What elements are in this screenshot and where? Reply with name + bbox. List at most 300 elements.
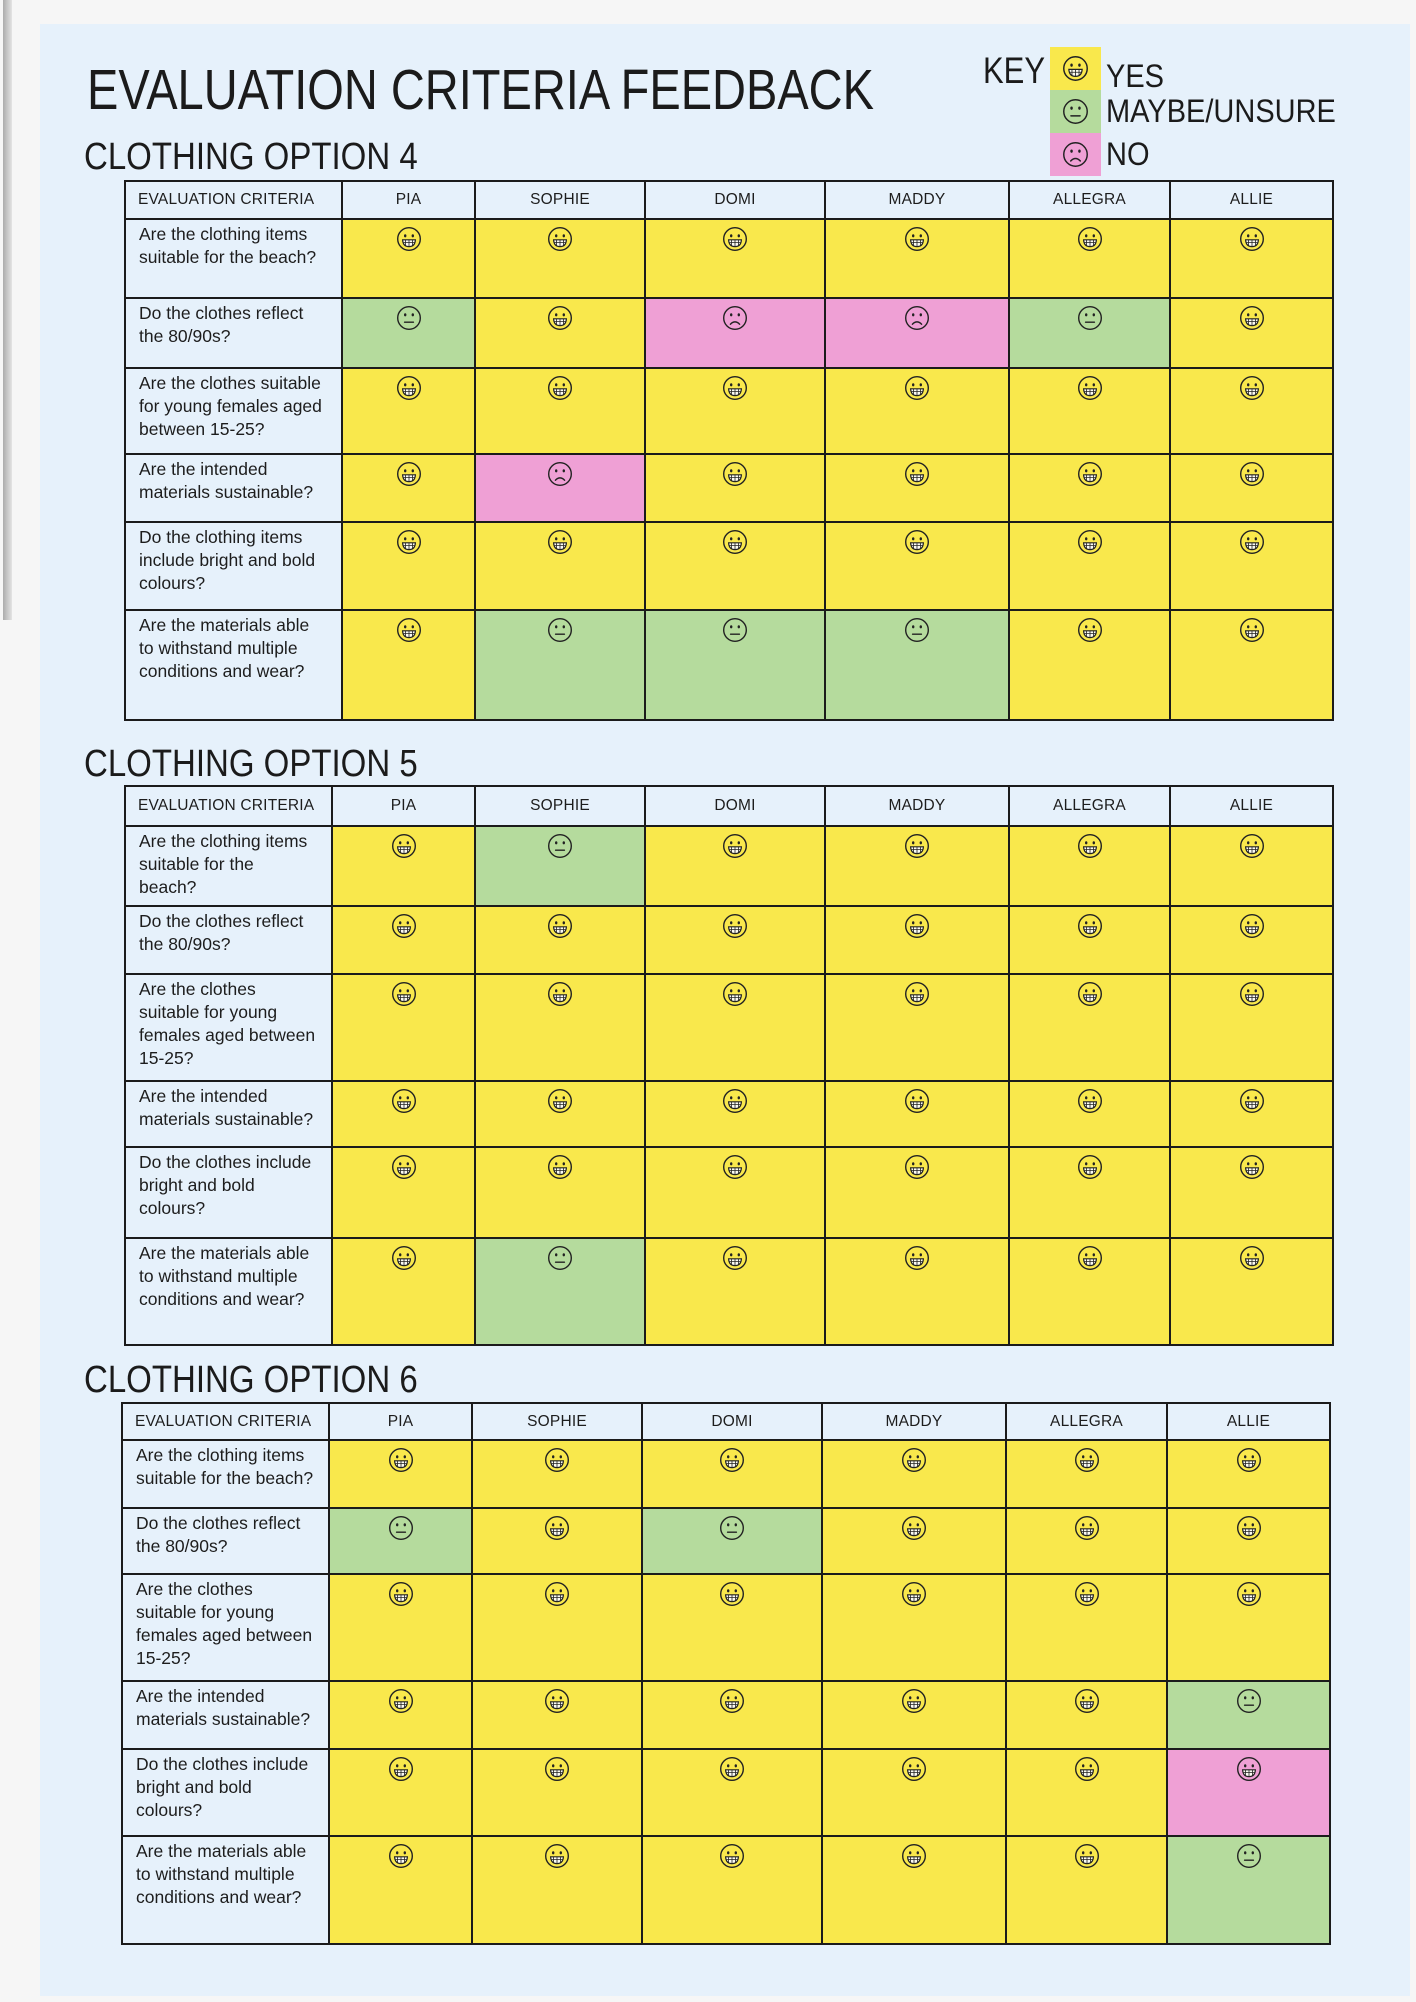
column-header-allegra: ALLEGRA — [1009, 786, 1170, 826]
neutral-face-icon — [547, 833, 573, 859]
response-cell — [822, 1508, 1006, 1574]
grinning-face-icon — [722, 226, 748, 252]
response-cell — [822, 1574, 1006, 1681]
criteria-column-header: EVALUATION CRITERIA — [125, 181, 342, 219]
response-cell — [329, 1681, 472, 1749]
response-cell — [1009, 1238, 1170, 1345]
neutral-face-icon — [904, 617, 930, 643]
response-cell — [1170, 454, 1333, 522]
response-cell — [825, 522, 1009, 610]
grinning-face-icon — [391, 1154, 417, 1180]
response-cell — [332, 906, 475, 974]
response-cell — [1009, 610, 1170, 720]
grinning-face-icon — [1236, 1447, 1262, 1473]
criterion-text: Are the materials able to withstand multiple conditions and wear? — [125, 1238, 332, 1345]
grinning-face-icon — [1239, 1088, 1265, 1114]
response-cell — [1006, 1574, 1167, 1681]
response-cell — [822, 1440, 1006, 1508]
grinning-face-icon — [1077, 1245, 1103, 1271]
response-cell — [475, 906, 645, 974]
evaluation-table — [124, 180, 1334, 721]
response-cell — [342, 522, 475, 610]
grinning-face-icon — [722, 1245, 748, 1271]
column-header-sophie: SOPHIE — [475, 786, 645, 826]
grinning-face-icon — [904, 529, 930, 555]
key-label: KEY — [983, 49, 1046, 92]
criterion-row — [125, 1147, 1333, 1238]
criterion-text: Do the clothes reflect the 80/90s? — [122, 1508, 329, 1574]
response-cell — [475, 368, 645, 454]
column-header-allegra: ALLEGRA — [1006, 1403, 1167, 1440]
column-header-domi: DOMI — [645, 181, 825, 219]
grinning-face-icon — [901, 1688, 927, 1714]
grinning-face-icon — [1239, 1245, 1265, 1271]
response-cell — [342, 219, 475, 298]
neutral-face-icon — [547, 1245, 573, 1271]
column-header-maddy: MADDY — [822, 1403, 1006, 1440]
grinning-face-icon — [547, 913, 573, 939]
grinning-face-icon — [719, 1688, 745, 1714]
grinning-face-icon — [396, 529, 422, 555]
evaluation-table — [124, 785, 1334, 1346]
criterion-text: Are the intended materials sustainable? — [122, 1681, 329, 1749]
criterion-row — [125, 974, 1333, 1081]
response-cell — [825, 1238, 1009, 1345]
grinning-face-icon — [547, 981, 573, 1007]
response-cell — [642, 1681, 822, 1749]
grinning-face-icon — [901, 1515, 927, 1541]
response-cell — [475, 219, 645, 298]
grinning-face-icon — [1074, 1688, 1100, 1714]
column-header-allie: ALLIE — [1170, 786, 1333, 826]
criterion-row — [125, 826, 1333, 906]
response-cell — [475, 1238, 645, 1345]
response-cell — [472, 1836, 642, 1944]
response-cell — [342, 610, 475, 720]
section-heading: CLOTHING OPTION 4 — [84, 134, 418, 178]
grinning-face-icon — [544, 1688, 570, 1714]
neutral-face-icon — [719, 1515, 745, 1541]
grinning-face-icon — [544, 1843, 570, 1869]
response-cell — [1006, 1681, 1167, 1749]
grinning-face-icon — [904, 461, 930, 487]
option-5-table-container — [124, 785, 1334, 1346]
neutral-face-icon — [547, 617, 573, 643]
grinning-face-icon — [1239, 833, 1265, 859]
grinning-face-icon — [719, 1756, 745, 1782]
response-cell — [1009, 1147, 1170, 1238]
response-cell — [342, 368, 475, 454]
response-cell — [329, 1440, 472, 1508]
response-cell — [645, 454, 825, 522]
response-cell — [1009, 1081, 1170, 1147]
criterion-text: Do the clothes include bright and bold colours? — [125, 1147, 332, 1238]
column-header-maddy: MADDY — [825, 786, 1009, 826]
response-cell — [1170, 974, 1333, 1081]
grinning-face-icon — [722, 1154, 748, 1180]
response-cell — [475, 1147, 645, 1238]
response-cell — [642, 1440, 822, 1508]
response-cell — [825, 610, 1009, 720]
grinning-face-icon — [391, 981, 417, 1007]
criterion-row — [125, 1081, 1333, 1147]
response-cell — [822, 1836, 1006, 1944]
neutral-face-icon — [388, 1515, 414, 1541]
response-cell — [472, 1574, 642, 1681]
response-cell — [475, 826, 645, 906]
section-heading: CLOTHING OPTION 6 — [84, 1357, 418, 1401]
column-header-allie: ALLIE — [1170, 181, 1333, 219]
grinning-face-icon — [904, 226, 930, 252]
neutral-face-icon — [1236, 1688, 1262, 1714]
grinning-face-icon — [1074, 1581, 1100, 1607]
grinning-face-icon — [904, 1088, 930, 1114]
response-cell — [332, 1238, 475, 1345]
response-cell — [472, 1749, 642, 1836]
frowning-face-icon — [547, 461, 573, 487]
response-cell — [475, 522, 645, 610]
grinning-face-icon — [1239, 1154, 1265, 1180]
response-cell — [342, 454, 475, 522]
grinning-face-icon — [901, 1843, 927, 1869]
response-cell — [1009, 826, 1170, 906]
response-cell — [472, 1681, 642, 1749]
criterion-row — [122, 1681, 1330, 1749]
response-cell — [342, 298, 475, 368]
response-cell — [329, 1574, 472, 1681]
grinning-face-icon — [1062, 55, 1089, 82]
response-cell — [1006, 1836, 1167, 1944]
neutral-face-icon — [1236, 1843, 1262, 1869]
criterion-text: Are the clothing items suitable for the beach? — [122, 1440, 329, 1508]
response-cell — [1009, 454, 1170, 522]
response-cell — [645, 368, 825, 454]
response-cell — [472, 1440, 642, 1508]
grinning-face-icon — [1236, 1581, 1262, 1607]
response-cell — [1170, 906, 1333, 974]
grinning-face-icon — [391, 913, 417, 939]
response-cell — [642, 1574, 822, 1681]
criterion-text: Are the clothing items suitable for the beach? — [125, 826, 332, 906]
neutral-face-icon — [396, 305, 422, 331]
grinning-face-icon — [1077, 226, 1103, 252]
option-6-table-container — [121, 1402, 1331, 1945]
grinning-face-icon — [904, 1245, 930, 1271]
criterion-row — [122, 1749, 1330, 1836]
criterion-row — [125, 219, 1333, 298]
criterion-text: Do the clothes reflect the 80/90s? — [125, 298, 342, 368]
response-cell — [1170, 368, 1333, 454]
grinning-face-icon — [1074, 1756, 1100, 1782]
grinning-face-icon — [722, 375, 748, 401]
table-header-row — [125, 181, 1333, 219]
response-cell — [1167, 1749, 1330, 1836]
response-cell — [1170, 298, 1333, 368]
scan-edge-shadow — [3, 0, 12, 620]
response-cell — [329, 1749, 472, 1836]
grinning-face-icon — [544, 1447, 570, 1473]
criterion-row — [125, 906, 1333, 974]
page-title: EVALUATION CRITERIA FEEDBACK — [87, 57, 874, 121]
response-cell — [1170, 1081, 1333, 1147]
section-heading: CLOTHING OPTION 5 — [84, 741, 418, 785]
response-cell — [645, 906, 825, 974]
criterion-text: Do the clothing items include bright and bold colours? — [125, 522, 342, 610]
response-cell — [1006, 1440, 1167, 1508]
evaluation-table — [121, 1402, 1331, 1945]
column-header-maddy: MADDY — [825, 181, 1009, 219]
key-swatch-no — [1050, 133, 1101, 176]
grinning-face-icon — [388, 1581, 414, 1607]
response-cell — [329, 1836, 472, 1944]
grinning-face-icon — [388, 1843, 414, 1869]
criteria-column-header: EVALUATION CRITERIA — [125, 786, 332, 826]
response-cell — [645, 219, 825, 298]
response-cell — [1167, 1836, 1330, 1944]
grinning-face-icon — [1077, 833, 1103, 859]
grinning-face-icon — [1077, 1088, 1103, 1114]
response-cell — [332, 1147, 475, 1238]
grinning-face-icon — [901, 1447, 927, 1473]
grinning-face-icon — [1077, 461, 1103, 487]
grinning-face-icon — [904, 981, 930, 1007]
response-cell — [1170, 610, 1333, 720]
grinning-face-icon — [547, 529, 573, 555]
response-cell — [642, 1836, 822, 1944]
key-text-maybe: MAYBE/UNSURE — [1106, 93, 1336, 130]
response-cell — [329, 1508, 472, 1574]
response-cell — [645, 298, 825, 368]
response-cell — [1170, 1238, 1333, 1345]
criterion-row — [125, 298, 1333, 368]
neutral-face-icon — [1062, 98, 1089, 125]
grinning-face-icon — [1074, 1515, 1100, 1541]
grinning-face-icon — [722, 913, 748, 939]
criterion-row — [122, 1836, 1330, 1944]
grinning-face-icon — [391, 833, 417, 859]
grinning-face-icon — [901, 1581, 927, 1607]
grinning-face-icon — [1077, 375, 1103, 401]
response-cell — [1167, 1440, 1330, 1508]
grinning-face-icon — [904, 913, 930, 939]
criterion-text: Do the clothes reflect the 80/90s? — [125, 906, 332, 974]
grinning-face-icon — [1239, 913, 1265, 939]
response-cell — [1009, 219, 1170, 298]
grinning-face-icon — [1239, 529, 1265, 555]
grinning-face-icon — [719, 1843, 745, 1869]
response-cell — [332, 974, 475, 1081]
response-cell — [645, 1147, 825, 1238]
grinning-face-icon — [722, 529, 748, 555]
grinning-face-icon — [719, 1447, 745, 1473]
response-cell — [825, 974, 1009, 1081]
column-header-pia: PIA — [329, 1403, 472, 1440]
table-body — [122, 1403, 1330, 1944]
response-cell — [642, 1749, 822, 1836]
criterion-row — [125, 522, 1333, 610]
grinning-face-icon — [544, 1756, 570, 1782]
response-cell — [822, 1681, 1006, 1749]
criterion-row — [125, 610, 1333, 720]
criterion-text: Are the materials able to withstand multiple conditions and wear? — [122, 1836, 329, 1944]
grinning-face-icon — [544, 1515, 570, 1541]
response-cell — [1009, 298, 1170, 368]
criterion-text: Are the clothes suitable for young females aged between 15-25? — [125, 974, 332, 1081]
response-cell — [1167, 1508, 1330, 1574]
grinning-face-icon — [1077, 617, 1103, 643]
response-cell — [475, 974, 645, 1081]
response-cell — [645, 522, 825, 610]
grinning-face-icon — [1077, 913, 1103, 939]
response-cell — [1009, 974, 1170, 1081]
table-body — [125, 181, 1333, 720]
grinning-face-icon — [901, 1756, 927, 1782]
table-header-row — [125, 786, 1333, 826]
response-cell — [472, 1508, 642, 1574]
table-body — [125, 786, 1333, 1345]
criterion-text: Are the intended materials sustainable? — [125, 454, 342, 522]
response-cell — [825, 368, 1009, 454]
grinning-face-icon — [722, 461, 748, 487]
column-header-allie: ALLIE — [1167, 1403, 1330, 1440]
response-cell — [332, 826, 475, 906]
grinning-face-icon — [396, 617, 422, 643]
grinning-face-icon — [722, 833, 748, 859]
grinning-face-icon — [904, 833, 930, 859]
grinning-face-icon — [1239, 375, 1265, 401]
response-cell — [1167, 1681, 1330, 1749]
response-cell — [1009, 368, 1170, 454]
option-4-table-container — [124, 180, 1334, 721]
grinning-face-icon — [722, 1088, 748, 1114]
criteria-column-header: EVALUATION CRITERIA — [122, 1403, 329, 1440]
response-cell — [475, 454, 645, 522]
frowning-face-icon — [722, 305, 748, 331]
grinning-face-icon — [904, 375, 930, 401]
response-cell — [475, 610, 645, 720]
grinning-face-icon — [1239, 981, 1265, 1007]
response-cell — [825, 906, 1009, 974]
response-cell — [645, 826, 825, 906]
grinning-face-icon — [391, 1088, 417, 1114]
grinning-face-icon — [547, 1154, 573, 1180]
key-text-no: NO — [1106, 136, 1150, 173]
grinning-face-icon — [1077, 529, 1103, 555]
response-cell — [825, 1147, 1009, 1238]
grinning-face-icon — [1077, 981, 1103, 1007]
criterion-text: Are the materials able to withstand multiple conditions and wear? — [125, 610, 342, 720]
grinning-face-icon — [388, 1756, 414, 1782]
response-cell — [332, 1081, 475, 1147]
grinning-face-icon — [1074, 1447, 1100, 1473]
criterion-row — [125, 368, 1333, 454]
response-cell — [1170, 826, 1333, 906]
grinning-face-icon — [547, 1088, 573, 1114]
column-header-domi: DOMI — [645, 786, 825, 826]
response-cell — [1006, 1508, 1167, 1574]
grinning-face-icon — [1239, 226, 1265, 252]
response-cell — [1006, 1749, 1167, 1836]
response-cell — [1170, 522, 1333, 610]
grinning-face-icon — [547, 375, 573, 401]
criterion-text: Are the clothes suitable for young females aged between 15-25? — [125, 368, 342, 454]
response-cell — [1170, 219, 1333, 298]
response-cell — [825, 826, 1009, 906]
column-header-pia: PIA — [332, 786, 475, 826]
criterion-row — [122, 1574, 1330, 1681]
key-swatch-maybe — [1050, 90, 1101, 133]
response-cell — [475, 298, 645, 368]
criterion-row — [125, 454, 1333, 522]
grinning-face-icon — [396, 375, 422, 401]
frowning-face-icon — [1062, 141, 1089, 168]
response-cell — [475, 1081, 645, 1147]
column-header-allegra: ALLEGRA — [1009, 181, 1170, 219]
key-text-yes: YES — [1106, 58, 1165, 95]
response-cell — [825, 454, 1009, 522]
grinning-face-icon — [719, 1581, 745, 1607]
response-cell — [1009, 906, 1170, 974]
response-cell — [822, 1749, 1006, 1836]
table-header-row — [122, 1403, 1330, 1440]
neutral-face-icon — [722, 617, 748, 643]
criterion-row — [122, 1440, 1330, 1508]
criterion-text: Are the clothing items suitable for the beach? — [125, 219, 342, 298]
grinning-face-icon — [388, 1688, 414, 1714]
response-cell — [645, 974, 825, 1081]
response-cell — [1009, 522, 1170, 610]
grinning-face-icon — [547, 226, 573, 252]
criterion-row — [125, 1238, 1333, 1345]
criterion-text: Do the clothes include bright and bold colours? — [122, 1749, 329, 1836]
grinning-face-icon — [547, 305, 573, 331]
grinning-face-icon — [904, 1154, 930, 1180]
response-cell — [825, 298, 1009, 368]
grinning-face-icon — [1239, 305, 1265, 331]
key-swatch-yes — [1050, 47, 1101, 90]
response-cell — [645, 610, 825, 720]
grinning-face-icon — [544, 1581, 570, 1607]
response-cell — [1170, 1147, 1333, 1238]
grinning-face-icon — [1239, 617, 1265, 643]
criterion-text: Are the intended materials sustainable? — [125, 1081, 332, 1147]
grinning-face-icon — [1236, 1756, 1262, 1782]
response-cell — [825, 219, 1009, 298]
grinning-face-icon — [1077, 1154, 1103, 1180]
criterion-text: Are the clothes suitable for young females aged between 15-25? — [122, 1574, 329, 1681]
frowning-face-icon — [904, 305, 930, 331]
response-cell — [645, 1238, 825, 1345]
response-cell — [1167, 1574, 1330, 1681]
criterion-row — [122, 1508, 1330, 1574]
response-cell — [645, 1081, 825, 1147]
column-header-pia: PIA — [342, 181, 475, 219]
grinning-face-icon — [388, 1447, 414, 1473]
response-cell — [825, 1081, 1009, 1147]
response-cell — [642, 1508, 822, 1574]
column-header-domi: DOMI — [642, 1403, 822, 1440]
grinning-face-icon — [1236, 1515, 1262, 1541]
neutral-face-icon — [1077, 305, 1103, 331]
grinning-face-icon — [722, 981, 748, 1007]
grinning-face-icon — [1074, 1843, 1100, 1869]
grinning-face-icon — [1239, 461, 1265, 487]
grinning-face-icon — [391, 1245, 417, 1271]
column-header-sophie: SOPHIE — [472, 1403, 642, 1440]
grinning-face-icon — [396, 461, 422, 487]
column-header-sophie: SOPHIE — [475, 181, 645, 219]
grinning-face-icon — [396, 226, 422, 252]
